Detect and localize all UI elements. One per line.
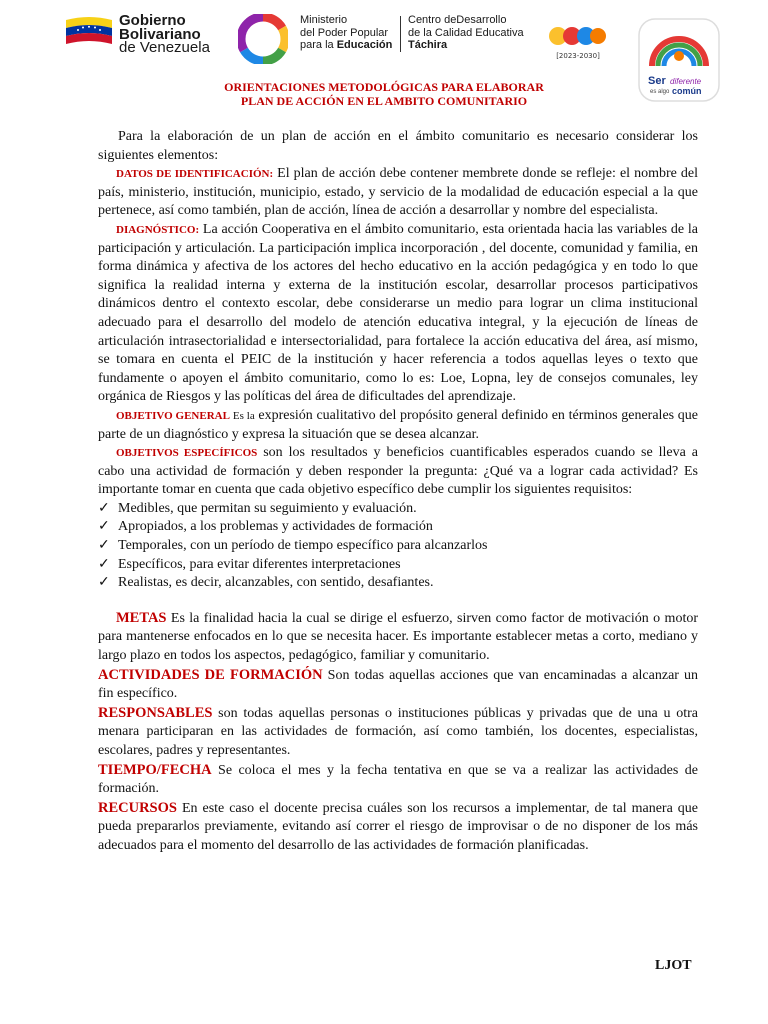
diagnostico-paragraph <box>98 221 698 407</box>
checkmark-icon: ✓ <box>98 500 110 516</box>
min-line-3b: Educación <box>336 39 393 51</box>
document-title-line-2: PLAN DE ACCIÓN EN EL AMBITO COMUNITARIO <box>240 94 528 108</box>
cdce-line-3: Táchira <box>408 39 448 51</box>
ser-logo-word-4: común <box>672 86 702 96</box>
objetivos-especificos-paragraph <box>98 444 698 500</box>
tiempo-text: Se coloca el mes y la fecha tentativa en que se va a realizar las actividades de formación. <box>98 762 698 797</box>
gobierno-logo-text <box>119 14 210 55</box>
objetivos-especificos-text: son los resultados y beneficios cuantificables esperados cuando se lleva a cabo una actividad de formación y deben responder la pregunta: ¿Qué va a lograr cada actividad? Es importante tomar en cuenta que cada objetivo específico debe cumplir los siguientes requisitos: <box>98 445 698 498</box>
ministerio-logo-icon <box>238 14 288 64</box>
spacer <box>98 593 698 609</box>
tiempo-paragraph <box>98 761 698 799</box>
intro-paragraph: Para la elaboración de un plan de acción en el ámbito comunitario es necesario considerar los siguientes elementos: <box>98 129 698 163</box>
checkmark-icon: ✓ <box>98 538 110 554</box>
header-divider <box>400 16 401 52</box>
list-item-text: Específicos, para evitar diferentes interpretaciones <box>118 556 401 572</box>
ser-logo-word-2: diferente <box>670 77 702 86</box>
list-item-text: Realistas, es decir, alcanzables, con sentido, desafiantes. <box>118 575 434 591</box>
objetivo-general-label: OBJETIVO GENERAL <box>116 409 230 422</box>
venezuela-flag-icon <box>64 14 114 50</box>
tiempo-label: TIEMPO/FECHA <box>98 761 212 778</box>
actividades-label: ACTIVIDADES DE FORMACIÓN <box>98 666 323 683</box>
list-item <box>98 500 698 519</box>
gob-line-2: Bolivariano <box>119 25 201 43</box>
objetivo-general-paragraph <box>98 407 698 444</box>
recursos-text: En este caso el docente precisa cuáles son los recursos a implementar, de tal manera que pueda prepararlos previamente, evitando así correr el riesgo de improvisar o de no disponer de los más adecuados para el momento del desarrollo de las actividades de formación planificadas. <box>98 800 698 853</box>
list-item <box>98 574 698 593</box>
actividades-paragraph <box>98 666 698 704</box>
checkmark-icon: ✓ <box>98 519 110 535</box>
min-line-2: del Poder Popular <box>300 26 389 39</box>
datos-text: El plan de acción debe contener membrete donde se refleje: el nombre del país, ministerio, institución, municipio, estado, y servicio de la modalidad de educación especial a la que pertenece, así como también, plan de acción, línea de acción a desarrollar y nombre del especialista. <box>98 166 698 219</box>
requisitos-list <box>98 500 698 593</box>
checkmark-icon: ✓ <box>98 556 110 572</box>
min-line-3a: para la <box>300 39 337 51</box>
metas-text: Es la finalidad hacia la cual se dirige el esfuerzo, sirven como factor de motivación o motor para mantenerse enfocados en lo que se necesita hacer. Es importante establecer metas a corto, mediano y largo plazo en todos los aspectos, pedagógico, familiar y comunitario. <box>98 610 698 664</box>
datos-paragraph <box>98 165 698 221</box>
checkmark-icon: ✓ <box>98 575 110 591</box>
objetivos-especificos-label: OBJETIVOS ESPECÍFICOS <box>116 447 258 460</box>
document-body <box>98 128 698 856</box>
cdce-logo-text <box>408 14 524 52</box>
min-line-3 <box>300 39 392 52</box>
cdce-line-2: de la Calidad Educativa <box>408 26 524 39</box>
list-item <box>98 518 698 537</box>
ser-logo-word-1: Ser <box>648 75 666 87</box>
recursos-paragraph <box>98 799 698 856</box>
list-item <box>98 556 698 575</box>
recursos-label: RECURSOS <box>98 799 177 816</box>
logo-2030-subtitle: [2023-2030] <box>556 52 600 60</box>
author-initials: LJOT <box>655 958 692 973</box>
list-item-text: Apropiados, a los problemas y actividades de formación <box>118 519 433 535</box>
responsables-text: son todas aquellas personas o instituciones públicas y privadas que de una u otra menara participaran en las actividades de formación, así como también, los docentes, especialistas, escolares, padres y representantes. <box>98 705 698 758</box>
list-item <box>98 537 698 556</box>
ministerio-logo-text <box>300 14 392 52</box>
actividades-text: Son todas aquellas acciones que van encaminadas a alcanzar un fin específico. <box>98 667 698 702</box>
metas-label: METAS <box>116 609 167 626</box>
objetivo-general-text: expresión cualitativo del propósito general definido en términos generales que parte de un diagnóstico y expresa la situación que se desea alcanzar. <box>98 407 698 442</box>
diagnostico-label: DIAGNÓSTICO: <box>116 223 200 236</box>
datos-label: DATOS DE IDENTIFICACIÓN: <box>116 168 274 181</box>
list-item-text: Temporales, con un período de tiempo específico para alcanzarlos <box>118 538 488 554</box>
document-title-line-1: ORIENTACIONES METODOLÓGICAS PARA ELABORAR <box>224 80 544 94</box>
ser-logo-word-3: es algo <box>650 89 670 95</box>
cdce-line-1: Centro deDesarrollo <box>408 14 507 26</box>
metas-paragraph <box>98 609 698 666</box>
diagnostico-text: La acción Cooperativa en el ámbito comunitario, esta orientada hacia las variables de la participación y articulación. La participación implica incorporación , del docente, comunidad y familia, en forma dinámica y afectiva de los actores del hecho educativo en la acción pedagógica y en todo lo que significa la realidad interna y externa de la institución escolar, desarrollar procesos participativos dinámicos dentro el contexto escolar, debe considerarse un medio para lograr un clima institucional adecuado para el desarrollo del modelo de atención educativa integral, y la ejecución de líneas de articulación intrasectorialidad e intersectorialidad, para fortalece la acción educativa del área, así mismo, se tomara en cuenta el PEIC de la institución y hacer referencia a todos aquellas leyes o texto que fundamente o apoyen el ámbito comunitario, como lo es: Loe, Lopna, ley de consejos comunales, ley orgánica de Riesgos y las políticas del área de dificultades del aprendizaje. <box>98 221 698 405</box>
responsables-paragraph <box>98 704 698 761</box>
responsables-label: RESPONSABLES <box>98 704 213 721</box>
objetivo-general-small: Es la <box>229 409 255 422</box>
gob-line-3: de Venezuela <box>119 39 210 56</box>
plan-2030-logo-icon <box>548 20 608 62</box>
min-line-1: Ministerio <box>300 14 348 26</box>
list-item-text: Medibles, que permitan su seguimiento y evaluación. <box>118 500 417 516</box>
gob-line-1: Gobierno <box>119 12 186 29</box>
